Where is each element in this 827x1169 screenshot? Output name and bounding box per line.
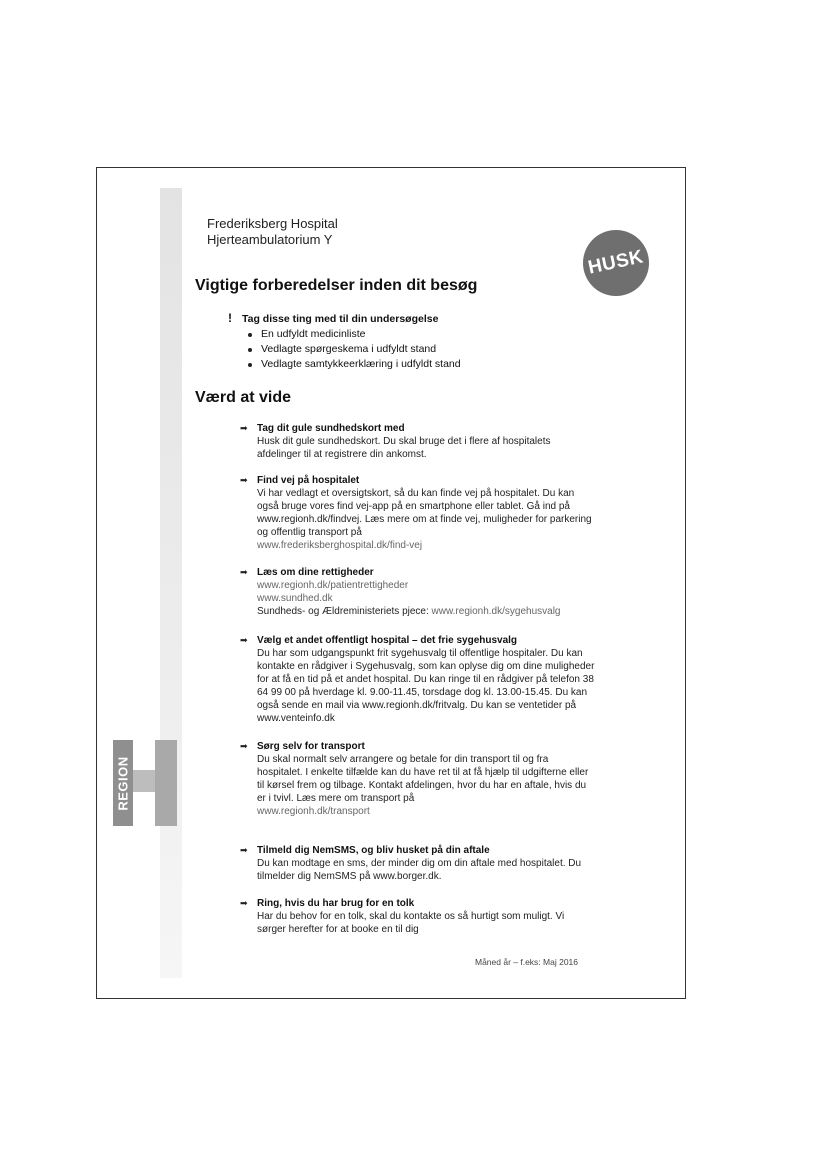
info-item-title: Tilmeld dig NemSMS, og bliv husket på din aftale <box>257 845 490 856</box>
section-title-preparations: Vigtige forberedelser inden dit besøg <box>195 277 478 294</box>
logo-label: REGION <box>115 755 131 811</box>
arrow-right-icon: ➡ <box>240 475 248 485</box>
decorative-side-band <box>160 188 182 978</box>
arrow-right-icon: ➡ <box>240 898 248 908</box>
bring-list-item: Vedlagte samtykkeerklæring i udfyldt stand <box>261 358 461 370</box>
info-item-hospital-choice <box>240 634 595 725</box>
info-item-text: Vi har vedlagt et oversigtskort, så du kan finde vej på hospitalet. Du kan også bruge vores find vej-app på en smartphone eller tablet. Gå ind på www.regionh.dk/findvej. Læs mere om at finde vej, muligheder for parkering og offentlig transport på <box>257 488 592 538</box>
bring-list-heading: Tag disse ting med til din undersøgelse <box>242 313 439 325</box>
info-item-text: Du kan modtage en sms, der minder dig om din aftale med hospitalet. Du tilmelder dig NemSMS på www.borger.dk. <box>257 858 582 882</box>
exclamation-icon: ! <box>228 311 232 325</box>
arrow-right-icon: ➡ <box>240 845 248 855</box>
arrow-right-icon: ➡ <box>240 423 248 433</box>
logo-label-wrap <box>114 740 132 826</box>
arrow-right-icon: ➡ <box>240 635 248 645</box>
info-item-link[interactable]: www.sundhed.dk <box>257 593 333 604</box>
bring-list-block <box>228 311 461 372</box>
logo-crossbar <box>133 770 155 792</box>
section-title-good-to-know: Værd at vide <box>195 389 292 406</box>
logo-right-bar <box>155 740 177 826</box>
info-item-interpreter <box>240 897 595 936</box>
info-item-link[interactable]: www.regionh.dk/patientrettigheder <box>257 580 409 591</box>
info-item-link[interactable]: www.frederiksberghospital.dk/find-vej <box>257 540 423 551</box>
info-item-nemsms <box>240 844 595 883</box>
info-item-title: Vælg et andet offentligt hospital – det frie sygehusvalg <box>257 635 518 646</box>
document-page <box>96 167 686 999</box>
bring-list <box>242 327 461 372</box>
info-item-title: Tag dit gule sundhedskort med <box>257 423 405 434</box>
department-name: Hjerteambulatorium Y <box>207 232 333 247</box>
info-item-text <box>257 605 595 618</box>
info-item-text: Husk dit gule sundhedskort. Du skal bruge det i flere af hospitalets afdelinger til at registrere din ankomst. <box>257 436 551 460</box>
info-item-title: Find vej på hospitalet <box>257 475 360 486</box>
info-item-title: Læs om dine rettigheder <box>257 567 374 578</box>
bring-list-item: Vedlagte spørgeskema i udfyldt stand <box>261 342 461 357</box>
husk-badge <box>583 230 649 296</box>
arrow-right-icon: ➡ <box>240 741 248 751</box>
region-h-logo <box>113 740 183 826</box>
info-item-health-card <box>240 422 595 461</box>
info-item-text: Har du behov for en tolk, skal du kontakte os så hurtigt som muligt. Vi sørger herefter for at booke en til dig <box>257 911 565 935</box>
info-item-text-prefix: Sundheds- og Ældreministeriets pjece: <box>257 606 432 617</box>
info-item-title: Sørg selv for transport <box>257 741 365 752</box>
info-item-find-way <box>240 474 595 552</box>
info-item-text: Du har som udgangspunkt frit sygehusvalg til offentlige hospitaler. Du kan kontakte en rådgiver i Sygehusvalg, som kan oplyse dig om dine muligheder for at få en tid på et andet hospital. Du kan ringe til en rådgiver på telefon 38 64 99 00 på hverdage kl. 9.00-11.45, torsdage dog kl. 13.00-15.45. Du kan også sende en mail via www.regionh.dk/fritvalg. Du kan se ventetider på www.venteinfo.dk <box>257 648 595 724</box>
bring-list-item: En udfyldt medicinliste <box>261 327 461 342</box>
info-item-text: Du skal normalt selv arrangere og betale for din transport til og fra hospitalet. I enkelte tilfælde kan du have ret til at få hjælp til udgifterne eller til kørsel frem og tilbage. Kontakt afdelingen, hvor du har en aftale, hvis du er i tvivl. Læs mere om transport på <box>257 754 589 804</box>
info-item-title: Ring, hvis du har brug for en tolk <box>257 898 415 909</box>
footer-date-note: Måned år – f.eks: Maj 2016 <box>475 957 579 967</box>
info-item-transport <box>240 740 595 818</box>
hospital-header <box>207 216 338 248</box>
arrow-right-icon: ➡ <box>240 567 248 577</box>
info-item-rights <box>240 566 595 618</box>
info-item-link[interactable]: www.regionh.dk/transport <box>257 806 370 817</box>
hospital-name: Frederiksberg Hospital <box>207 216 338 231</box>
husk-badge-label: HUSK <box>586 246 646 279</box>
info-item-link[interactable]: www.regionh.dk/sygehusvalg <box>431 606 561 617</box>
